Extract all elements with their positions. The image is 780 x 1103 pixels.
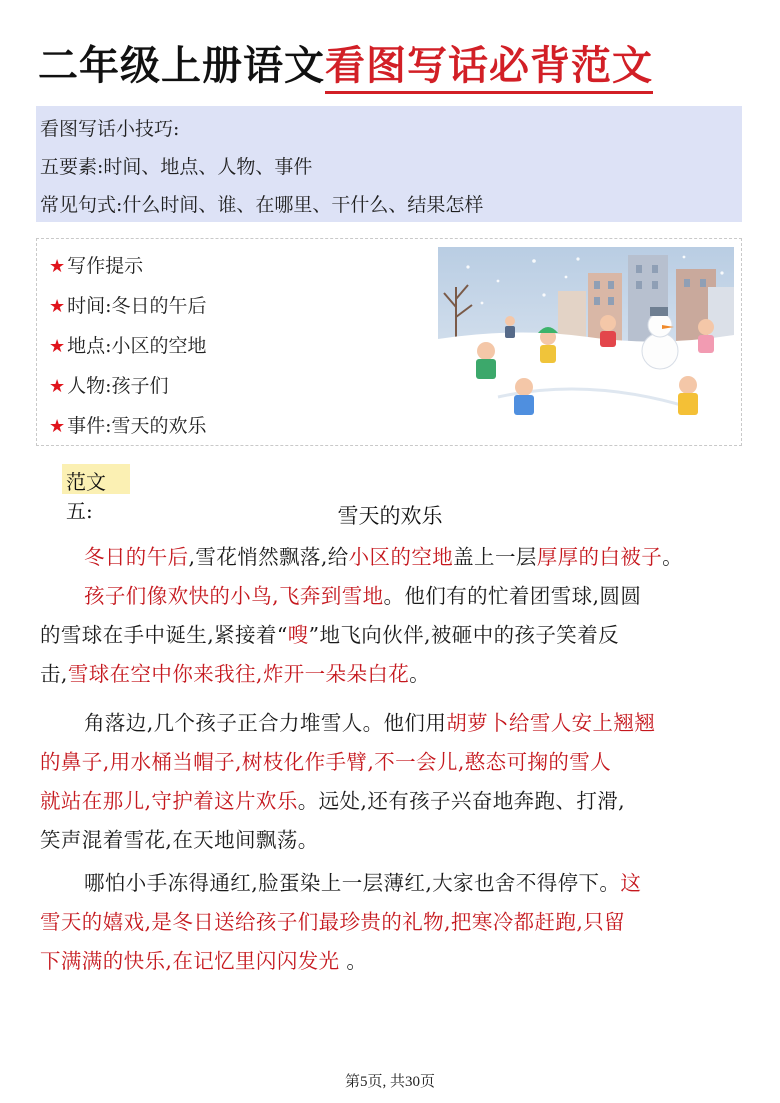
star-icon: ★ (49, 336, 66, 357)
essay-text: ,雪花悄然飘落,给 (188, 545, 349, 569)
star-icon: ★ (49, 296, 66, 317)
hint-text: 写作提示 (67, 255, 144, 277)
essay-line (84, 706, 655, 736)
tips-box (36, 106, 742, 222)
section-label-text: 范文五: (66, 470, 106, 523)
snow-play-illustration (438, 247, 734, 443)
essay-line (40, 745, 611, 775)
highlight-phrase: 孩子们像欢快的小鸟,飞奔到雪地 (84, 584, 384, 608)
essay-text: 角落边,几个孩子正合力堆雪人。他们用 (84, 711, 447, 735)
essay-text: 。 (339, 949, 368, 973)
highlight-phrase: 这 (620, 871, 642, 895)
essay-line (40, 784, 625, 814)
tips-elements: 五要素:时间、地点、人物、事件 (40, 156, 313, 178)
essay-line (84, 866, 641, 896)
section-label (62, 464, 130, 523)
highlight-phrase: 的鼻子,用水桶当帽子,树枝化作手臂,不一会儿,憨态可掬的雪人 (40, 750, 612, 774)
highlight-phrase: 胡萝卜给雪人安上翘翘 (446, 711, 656, 735)
title-grade: 二年级上册语文 (38, 43, 325, 89)
highlight-phrase: 嗖 (287, 623, 309, 647)
essay-text: 。他们有的忙着团雪球,圆圆 (383, 584, 642, 608)
essay-line (40, 944, 367, 974)
star-icon: ★ (49, 376, 66, 397)
tips-sentence-pattern: 常见句式:什么时间、谁、在哪里、干什么、结果怎样 (40, 194, 484, 216)
essay-text: 哪怕小手冻得通红,脸蛋染上一层薄红,大家也舍不得停下。 (84, 871, 621, 895)
page-number: 第5页, 共30页 (344, 1074, 435, 1090)
highlight-phrase: 雪天的嬉戏,是冬日送给孩子们最珍贵的礼物,把寒冷都赶跑,只留 (40, 910, 626, 934)
essay-line (84, 540, 683, 570)
highlight-phrase: 小区的空地 (348, 545, 454, 569)
essay-text: 。远处,还有孩子兴奋地奔跑、打滑, (297, 789, 626, 813)
highlight-phrase: 下满满的快乐,在记忆里闪闪发光 (40, 949, 340, 973)
hint-text: 时间:冬日的午后 (67, 295, 207, 317)
hint-item (49, 411, 207, 438)
essay-line (40, 823, 319, 853)
essay-line (84, 579, 641, 609)
star-icon: ★ (49, 416, 66, 437)
essay-text: 。 (409, 662, 431, 686)
essay-text: ”地飞向伙伴,被砸中的孩子笑着反 (308, 623, 620, 647)
hint-text: 地点:小区的空地 (67, 335, 207, 357)
highlight-phrase: 雪球在空中你来我往,炸开一朵朵白花 (67, 662, 410, 686)
hint-text: 人物:孩子们 (67, 375, 169, 397)
hint-item (49, 331, 207, 358)
highlight-phrase: 就站在那儿,守护着这片欢乐 (40, 789, 298, 813)
highlight-phrase: 厚厚的白被子 (536, 545, 663, 569)
hint-item (49, 371, 169, 398)
hint-item (49, 291, 207, 318)
title-highlight: 看图写话必背范文 (325, 43, 653, 94)
essay-text: 的雪球在手中诞生,紧接着“ (40, 623, 288, 647)
highlight-phrase: 冬日的午后 (84, 545, 189, 569)
essay-text: 。 (662, 545, 684, 569)
essay-line (40, 618, 619, 648)
hint-item (49, 251, 143, 278)
essay-line (40, 657, 430, 687)
tips-heading: 看图写话小技巧: (40, 118, 180, 140)
star-icon: ★ (49, 256, 66, 277)
hint-text: 事件:雪天的欢乐 (67, 415, 207, 437)
page-title (38, 34, 653, 96)
essay-title: 雪天的欢乐 (337, 504, 443, 528)
essay-text: 盖上一层 (453, 545, 537, 569)
essay-text: 笑声混着雪花,在天地间飘荡。 (40, 828, 319, 852)
essay-text: 击, (40, 662, 68, 686)
essay-line (40, 905, 625, 935)
